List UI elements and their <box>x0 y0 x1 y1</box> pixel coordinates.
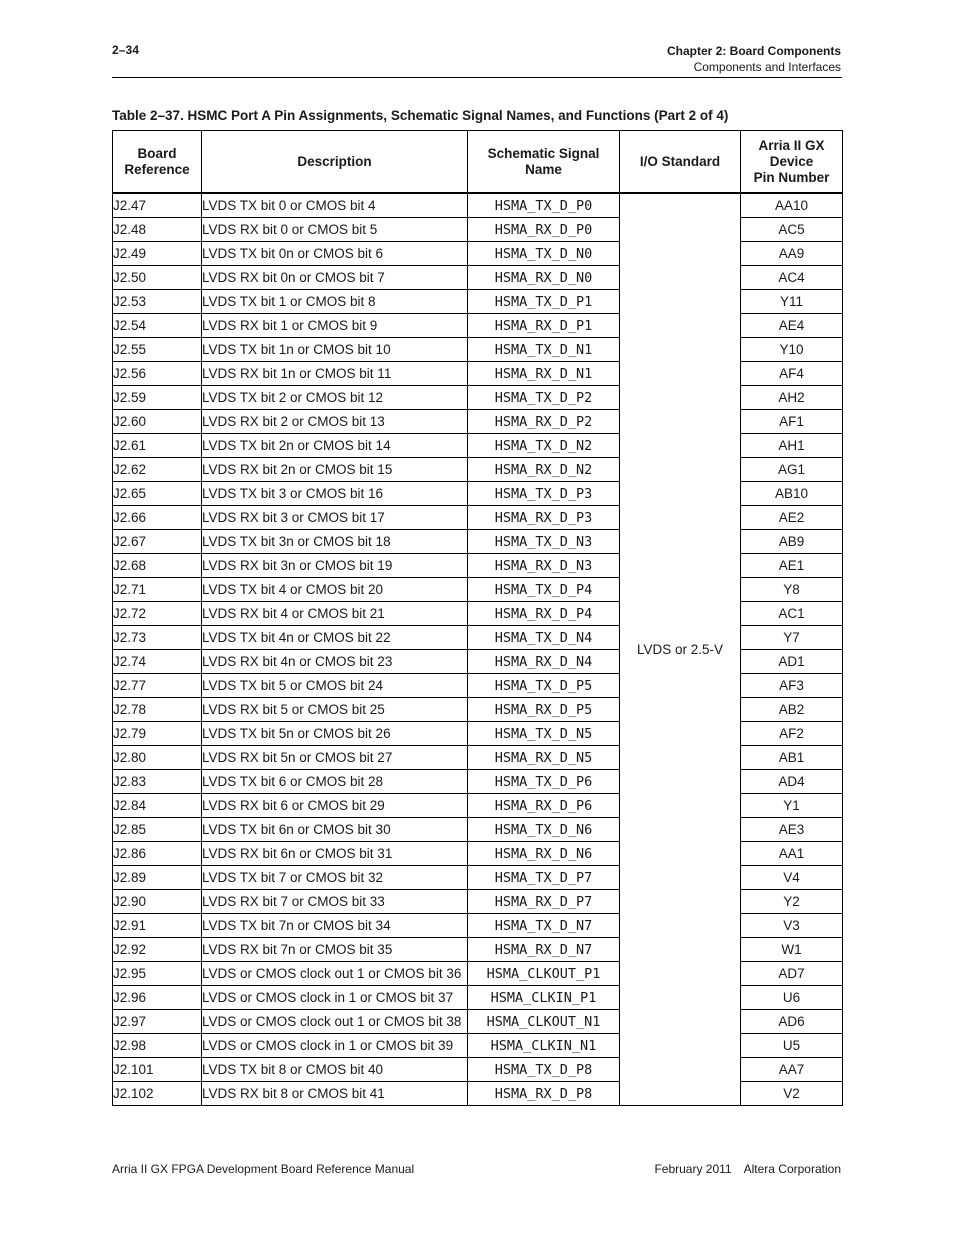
signal-name-cell: HSMA_RX_D_N1 <box>468 362 620 386</box>
pin-number-cell: V2 <box>741 1082 843 1106</box>
pin-number-cell: AB1 <box>741 746 843 770</box>
description-cell: LVDS or CMOS clock out 1 or CMOS bit 38 <box>202 1010 468 1034</box>
signal-name-cell: HSMA_TX_D_N2 <box>468 434 620 458</box>
signal-name-cell: HSMA_TX_D_P7 <box>468 866 620 890</box>
signal-name-cell: HSMA_TX_D_P5 <box>468 674 620 698</box>
pin-number-cell: AB10 <box>741 482 843 506</box>
description-cell: LVDS RX bit 7 or CMOS bit 33 <box>202 890 468 914</box>
pin-number-cell: AB2 <box>741 698 843 722</box>
pin-number-cell: AE2 <box>741 506 843 530</box>
column-header-line: Device <box>769 153 814 169</box>
signal-name-cell: HSMA_RX_D_N3 <box>468 554 620 578</box>
description-cell: LVDS TX bit 4 or CMOS bit 20 <box>202 578 468 602</box>
pin-number-cell: V4 <box>741 866 843 890</box>
description-cell: LVDS or CMOS clock in 1 or CMOS bit 37 <box>202 986 468 1010</box>
pin-assignment-table <box>112 130 843 1106</box>
board-reference-cell: J2.48 <box>113 218 202 242</box>
board-reference-cell: J2.62 <box>113 458 202 482</box>
table-caption: Table 2–37. HSMC Port A Pin Assignments, Schematic Signal Names, and Functions (Part 2 of 4) <box>112 108 729 123</box>
description-cell: LVDS TX bit 1 or CMOS bit 8 <box>202 290 468 314</box>
signal-name-cell: HSMA_TX_D_P2 <box>468 386 620 410</box>
description-cell: LVDS RX bit 1n or CMOS bit 11 <box>202 362 468 386</box>
description-cell: LVDS or CMOS clock in 1 or CMOS bit 39 <box>202 1034 468 1058</box>
pin-number-cell: Y7 <box>741 626 843 650</box>
pin-number-cell: AB9 <box>741 530 843 554</box>
board-reference-cell: J2.101 <box>113 1058 202 1082</box>
board-reference-cell: J2.67 <box>113 530 202 554</box>
board-reference-cell: J2.79 <box>113 722 202 746</box>
description-cell: LVDS TX bit 4n or CMOS bit 22 <box>202 626 468 650</box>
signal-name-cell: HSMA_RX_D_N2 <box>468 458 620 482</box>
description-cell: LVDS TX bit 5n or CMOS bit 26 <box>202 722 468 746</box>
pin-number-cell: AH1 <box>741 434 843 458</box>
signal-name-cell: HSMA_TX_D_N6 <box>468 818 620 842</box>
signal-name-cell: HSMA_TX_D_N1 <box>468 338 620 362</box>
pin-number-cell: AD1 <box>741 650 843 674</box>
board-reference-cell: J2.85 <box>113 818 202 842</box>
pin-number-cell: AC5 <box>741 218 843 242</box>
board-reference-cell: J2.61 <box>113 434 202 458</box>
board-reference-cell: J2.73 <box>113 626 202 650</box>
signal-name-cell: HSMA_TX_D_P8 <box>468 1058 620 1082</box>
pin-number-cell: AA9 <box>741 242 843 266</box>
board-reference-cell: J2.68 <box>113 554 202 578</box>
board-reference-cell: J2.49 <box>113 242 202 266</box>
pin-number-cell: AE3 <box>741 818 843 842</box>
column-header-line: Schematic Signal <box>487 145 600 161</box>
column-header-board-reference <box>113 131 202 194</box>
column-header-description: Description <box>202 131 468 194</box>
pin-number-cell: AE1 <box>741 554 843 578</box>
pin-number-cell: Y2 <box>741 890 843 914</box>
description-cell: LVDS RX bit 4 or CMOS bit 21 <box>202 602 468 626</box>
pin-number-cell: AD6 <box>741 1010 843 1034</box>
description-cell: LVDS RX bit 0n or CMOS bit 7 <box>202 266 468 290</box>
signal-name-cell: HSMA_TX_D_N7 <box>468 914 620 938</box>
pin-number-cell: AD7 <box>741 962 843 986</box>
board-reference-cell: J2.77 <box>113 674 202 698</box>
description-cell: LVDS RX bit 0 or CMOS bit 5 <box>202 218 468 242</box>
description-cell: LVDS TX bit 5 or CMOS bit 24 <box>202 674 468 698</box>
board-reference-cell: J2.80 <box>113 746 202 770</box>
board-reference-cell: J2.74 <box>113 650 202 674</box>
signal-name-cell: HSMA_RX_D_P1 <box>468 314 620 338</box>
description-cell: LVDS RX bit 2 or CMOS bit 13 <box>202 410 468 434</box>
signal-name-cell: HSMA_RX_D_P6 <box>468 794 620 818</box>
board-reference-cell: J2.83 <box>113 770 202 794</box>
signal-name-cell: HSMA_TX_D_P0 <box>468 193 620 218</box>
signal-name-cell: HSMA_TX_D_N3 <box>468 530 620 554</box>
board-reference-cell: J2.60 <box>113 410 202 434</box>
signal-name-cell: HSMA_CLKOUT_N1 <box>468 1010 620 1034</box>
description-cell: LVDS RX bit 2n or CMOS bit 15 <box>202 458 468 482</box>
column-header-line: Arria II GX <box>758 137 825 153</box>
signal-name-cell: HSMA_RX_D_P2 <box>468 410 620 434</box>
description-cell: LVDS RX bit 7n or CMOS bit 35 <box>202 938 468 962</box>
board-reference-cell: J2.66 <box>113 506 202 530</box>
signal-name-cell: HSMA_RX_D_P0 <box>468 218 620 242</box>
column-header-line: Reference <box>124 161 190 177</box>
board-reference-cell: J2.65 <box>113 482 202 506</box>
board-reference-cell: J2.78 <box>113 698 202 722</box>
description-cell: LVDS TX bit 8 or CMOS bit 40 <box>202 1058 468 1082</box>
pin-number-cell: AG1 <box>741 458 843 482</box>
pin-number-cell: AE4 <box>741 314 843 338</box>
running-head <box>667 43 841 75</box>
pin-number-cell: U6 <box>741 986 843 1010</box>
description-cell: LVDS TX bit 7 or CMOS bit 32 <box>202 866 468 890</box>
signal-name-cell: HSMA_CLKOUT_P1 <box>468 962 620 986</box>
pin-number-cell: V3 <box>741 914 843 938</box>
board-reference-cell: J2.90 <box>113 890 202 914</box>
table-body <box>113 193 843 1106</box>
table-row <box>113 193 843 218</box>
signal-name-cell: HSMA_RX_D_P5 <box>468 698 620 722</box>
footer-right <box>654 1162 841 1176</box>
footer-date: February 2011 <box>654 1162 732 1176</box>
column-header-io-standard: I/O Standard <box>620 131 741 194</box>
board-reference-cell: J2.54 <box>113 314 202 338</box>
pin-number-cell: AA1 <box>741 842 843 866</box>
signal-name-cell: HSMA_RX_D_P8 <box>468 1082 620 1106</box>
board-reference-cell: J2.98 <box>113 1034 202 1058</box>
board-reference-cell: J2.59 <box>113 386 202 410</box>
column-header-line: Name <box>525 161 562 177</box>
description-cell: LVDS RX bit 5 or CMOS bit 25 <box>202 698 468 722</box>
description-cell: LVDS RX bit 8 or CMOS bit 41 <box>202 1082 468 1106</box>
pin-number-cell: Y8 <box>741 578 843 602</box>
pin-number-cell: AC1 <box>741 602 843 626</box>
description-cell: LVDS TX bit 1n or CMOS bit 10 <box>202 338 468 362</box>
table-header-row <box>113 131 843 194</box>
signal-name-cell: HSMA_RX_D_N6 <box>468 842 620 866</box>
board-reference-cell: J2.84 <box>113 794 202 818</box>
board-reference-cell: J2.55 <box>113 338 202 362</box>
board-reference-cell: J2.97 <box>113 1010 202 1034</box>
signal-name-cell: HSMA_CLKIN_P1 <box>468 986 620 1010</box>
section-title: Components and Interfaces <box>693 60 841 74</box>
signal-name-cell: HSMA_RX_D_N0 <box>468 266 620 290</box>
pin-number-cell: W1 <box>741 938 843 962</box>
description-cell: LVDS RX bit 5n or CMOS bit 27 <box>202 746 468 770</box>
column-header-pin-number <box>741 131 843 194</box>
pin-number-cell: AF2 <box>741 722 843 746</box>
board-reference-cell: J2.50 <box>113 266 202 290</box>
pin-number-cell: Y10 <box>741 338 843 362</box>
description-cell: LVDS RX bit 1 or CMOS bit 9 <box>202 314 468 338</box>
signal-name-cell: HSMA_RX_D_P7 <box>468 890 620 914</box>
board-reference-cell: J2.56 <box>113 362 202 386</box>
board-reference-cell: J2.53 <box>113 290 202 314</box>
column-header-schematic-signal-name <box>468 131 620 194</box>
board-reference-cell: J2.72 <box>113 602 202 626</box>
signal-name-cell: HSMA_TX_D_N4 <box>468 626 620 650</box>
signal-name-cell: HSMA_TX_D_N0 <box>468 242 620 266</box>
signal-name-cell: HSMA_RX_D_N4 <box>468 650 620 674</box>
description-cell: LVDS TX bit 6n or CMOS bit 30 <box>202 818 468 842</box>
pin-number-cell: AH2 <box>741 386 843 410</box>
board-reference-cell: J2.47 <box>113 193 202 218</box>
signal-name-cell: HSMA_TX_D_P6 <box>468 770 620 794</box>
description-cell: LVDS RX bit 6 or CMOS bit 29 <box>202 794 468 818</box>
description-cell: LVDS RX bit 3n or CMOS bit 19 <box>202 554 468 578</box>
signal-name-cell: HSMA_RX_D_N5 <box>468 746 620 770</box>
board-reference-cell: J2.89 <box>113 866 202 890</box>
signal-name-cell: HSMA_TX_D_N5 <box>468 722 620 746</box>
page-number: 2–34 <box>112 43 140 57</box>
signal-name-cell: HSMA_RX_D_N7 <box>468 938 620 962</box>
board-reference-cell: J2.86 <box>113 842 202 866</box>
description-cell: LVDS RX bit 3 or CMOS bit 17 <box>202 506 468 530</box>
column-header-line: Board <box>137 145 177 161</box>
description-cell: LVDS TX bit 6 or CMOS bit 28 <box>202 770 468 794</box>
pin-number-cell: AF1 <box>741 410 843 434</box>
description-cell: LVDS RX bit 6n or CMOS bit 31 <box>202 842 468 866</box>
board-reference-cell: J2.102 <box>113 1082 202 1106</box>
pin-number-cell: AC4 <box>741 266 843 290</box>
pin-number-cell: AD4 <box>741 770 843 794</box>
signal-name-cell: HSMA_CLKIN_N1 <box>468 1034 620 1058</box>
signal-name-cell: HSMA_TX_D_P4 <box>468 578 620 602</box>
signal-name-cell: HSMA_RX_D_P4 <box>468 602 620 626</box>
header-rule <box>112 77 842 78</box>
board-reference-cell: J2.92 <box>113 938 202 962</box>
description-cell: LVDS TX bit 3n or CMOS bit 18 <box>202 530 468 554</box>
description-cell: LVDS TX bit 3 or CMOS bit 16 <box>202 482 468 506</box>
signal-name-cell: HSMA_TX_D_P1 <box>468 290 620 314</box>
board-reference-cell: J2.96 <box>113 986 202 1010</box>
footer-manual-title: Arria II GX FPGA Development Board Reference Manual <box>112 1162 415 1176</box>
description-cell: LVDS TX bit 2 or CMOS bit 12 <box>202 386 468 410</box>
description-cell: LVDS RX bit 4n or CMOS bit 23 <box>202 650 468 674</box>
board-reference-cell: J2.95 <box>113 962 202 986</box>
pin-number-cell: U5 <box>741 1034 843 1058</box>
io-standard-cell: LVDS or 2.5-V <box>620 193 741 1106</box>
pin-number-cell: Y1 <box>741 794 843 818</box>
description-cell: LVDS TX bit 2n or CMOS bit 14 <box>202 434 468 458</box>
chapter-title: Chapter 2: Board Components <box>666 44 841 58</box>
column-header-line: Pin Number <box>753 169 830 185</box>
signal-name-cell: HSMA_RX_D_P3 <box>468 506 620 530</box>
pin-number-cell: AA7 <box>741 1058 843 1082</box>
board-reference-cell: J2.91 <box>113 914 202 938</box>
footer-company: Altera Corporation <box>743 1162 841 1176</box>
signal-name-cell: HSMA_TX_D_P3 <box>468 482 620 506</box>
pin-number-cell: Y11 <box>741 290 843 314</box>
pin-number-cell: AF4 <box>741 362 843 386</box>
pin-number-cell: AA10 <box>741 193 843 218</box>
description-cell: LVDS or CMOS clock out 1 or CMOS bit 36 <box>202 962 468 986</box>
description-cell: LVDS TX bit 7n or CMOS bit 34 <box>202 914 468 938</box>
pin-number-cell: AF3 <box>741 674 843 698</box>
description-cell: LVDS TX bit 0n or CMOS bit 6 <box>202 242 468 266</box>
description-cell: LVDS TX bit 0 or CMOS bit 4 <box>202 193 468 218</box>
board-reference-cell: J2.71 <box>113 578 202 602</box>
